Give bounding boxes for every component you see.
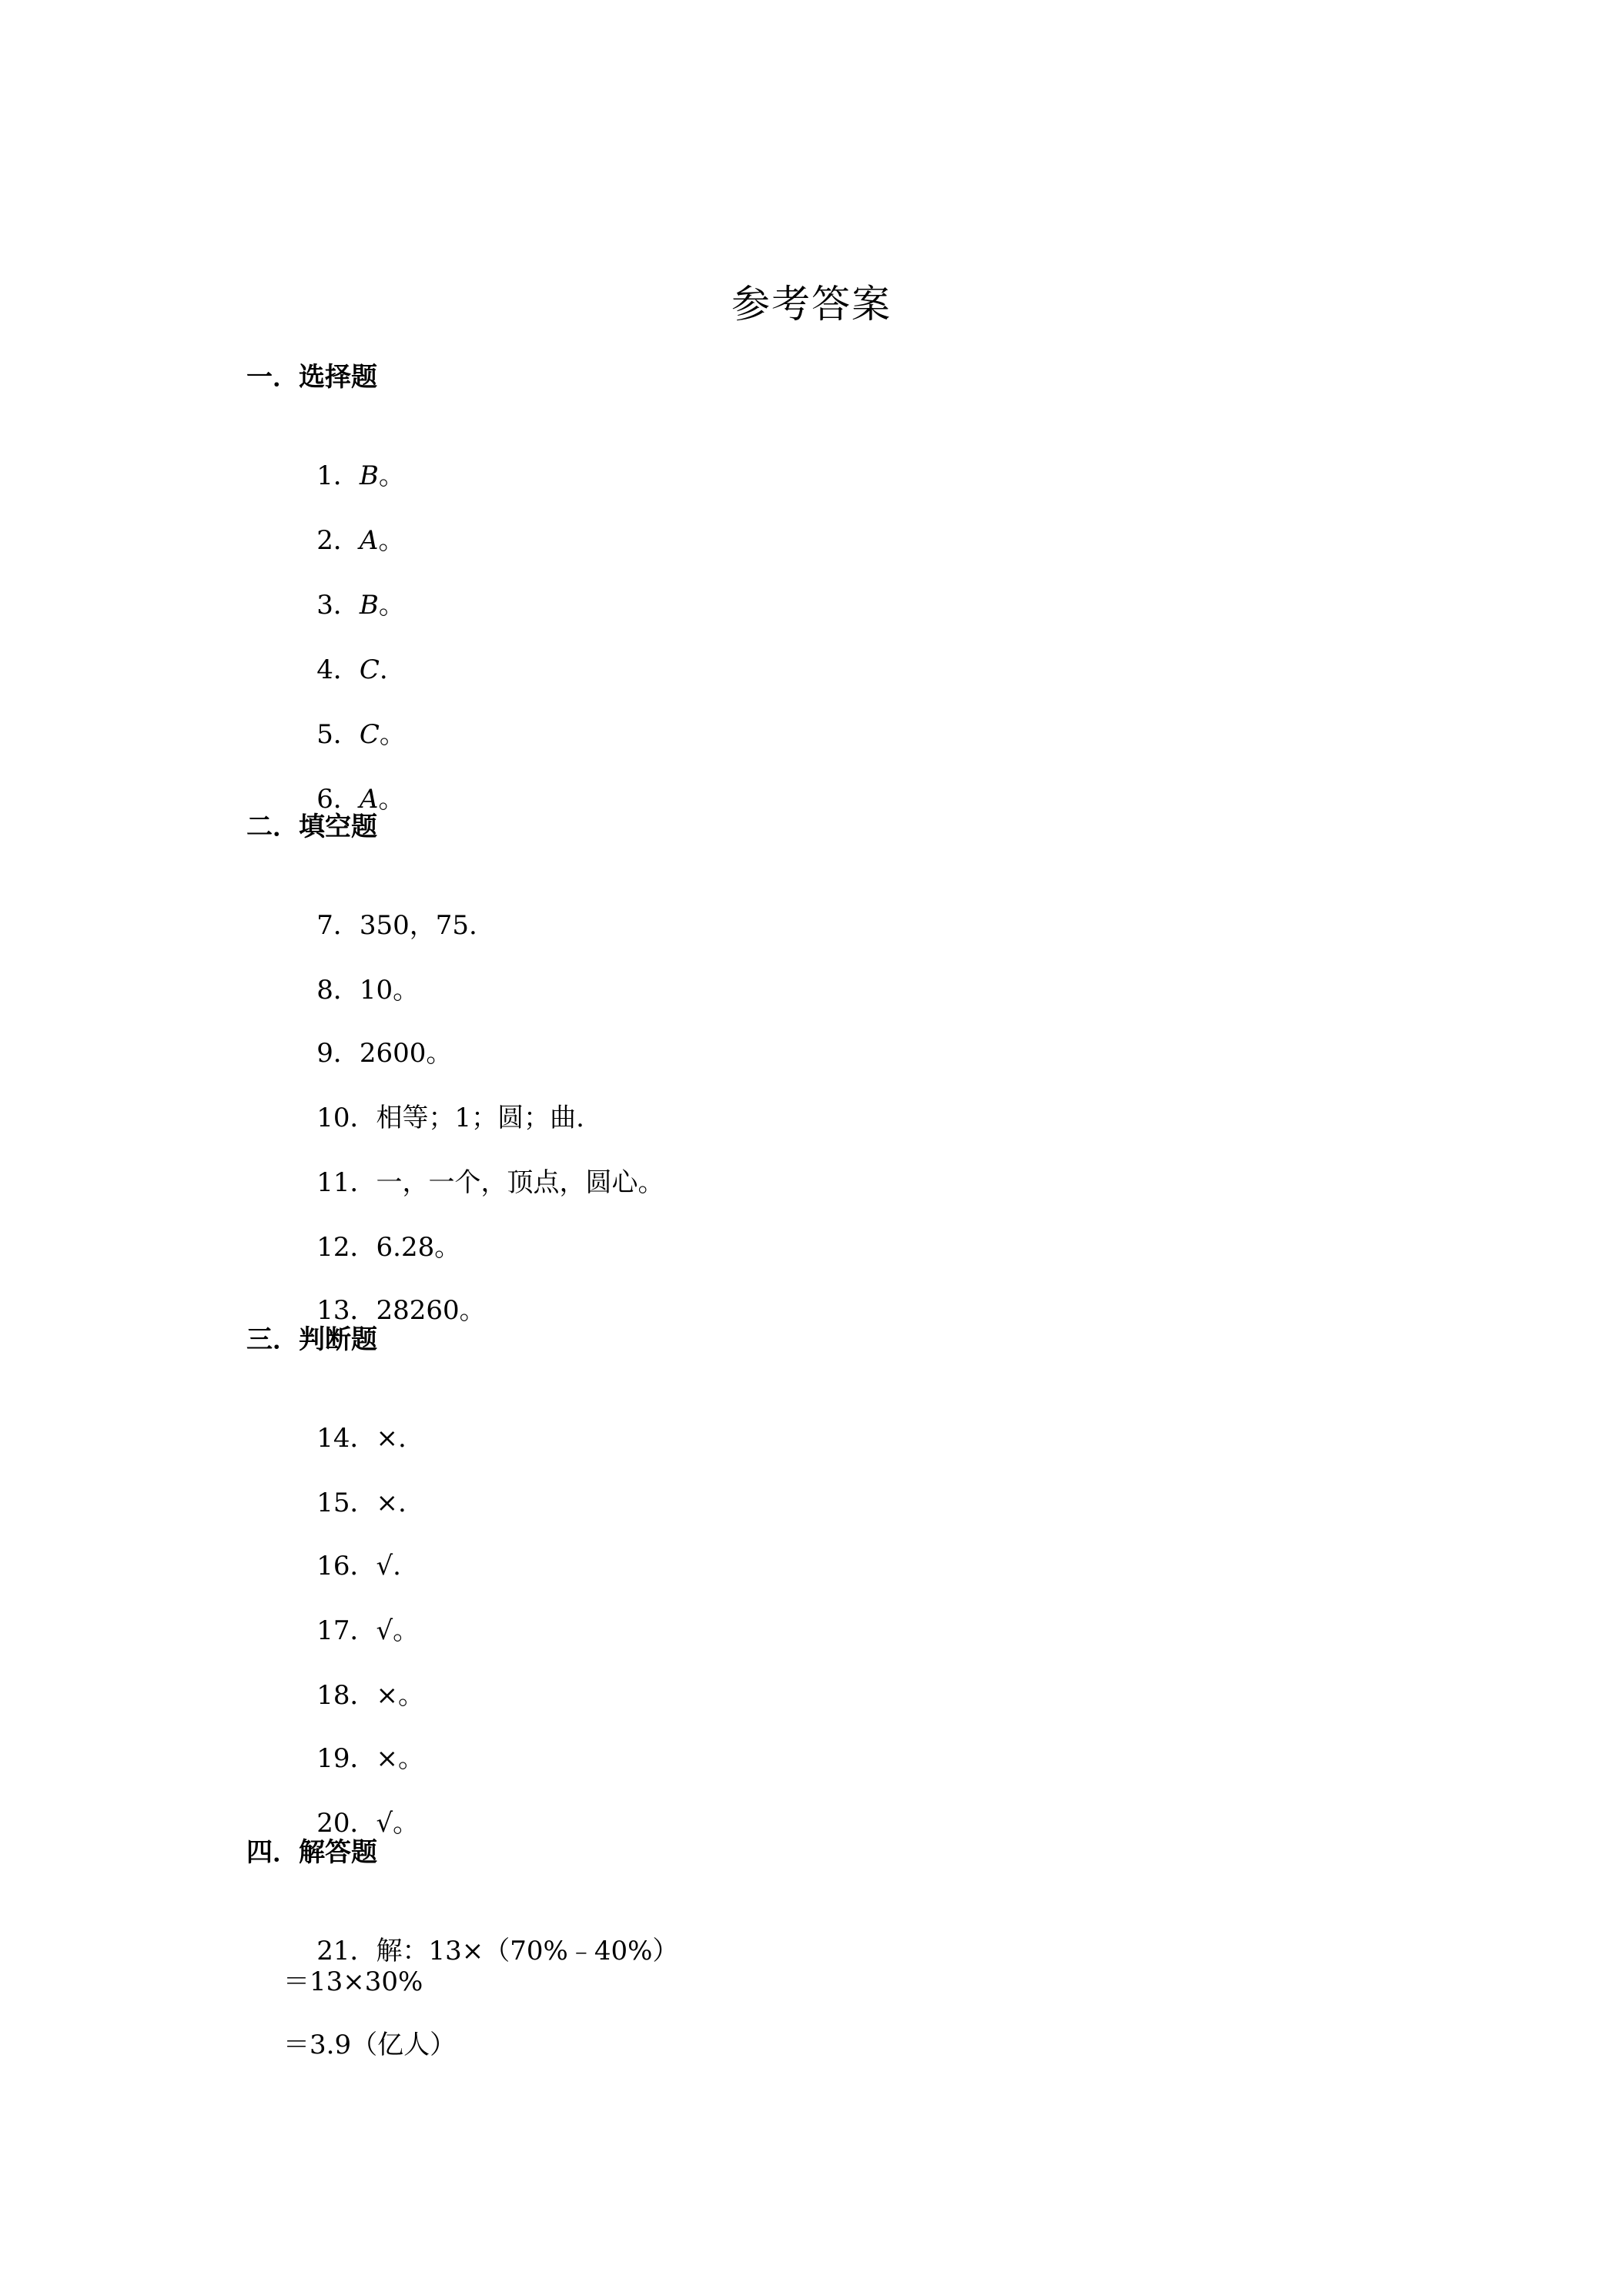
answer-text: ×。 [376,1743,424,1774]
answer-text: 28260。 [376,1295,486,1326]
answer-number: 11． [316,1167,376,1198]
answer-text: 2600。 [359,1038,453,1069]
answer-number: 2． [316,525,360,556]
section-heading-fill: 二．填空题 [246,812,377,842]
page-title: 参考答案 [731,282,892,326]
answer-punct: . [379,654,388,685]
answer-text: 350，75. [359,910,477,941]
answer-text: 解：13×（70%﹣40%） [376,1936,679,1966]
answer-choice: A [359,525,379,556]
answer-number: 19． [316,1743,376,1774]
answer-number: 15． [316,1488,376,1518]
section-heading-solve: 四．解答题 [246,1837,377,1868]
answer-punct: 。 [378,460,405,491]
answer-number: 9． [316,1038,360,1069]
answer-number: 20． [316,1808,376,1839]
answer-text: ×. [376,1423,407,1454]
answer-number: 17． [316,1615,376,1646]
answer-punct: 。 [379,719,406,750]
answer-text: √. [376,1551,401,1581]
answer-punct: 。 [378,784,405,815]
answer-text: ×。 [376,1680,424,1711]
answer-choice: A [359,784,379,815]
answer-choice: C [359,654,380,685]
answer-number: 13． [316,1295,376,1326]
answer-number: 16． [316,1551,376,1581]
answer-number: 10． [316,1103,376,1133]
answer-number: 1． [316,460,360,491]
answer-number: 18． [316,1680,376,1711]
answer-text: 一，一个，顶点，圆心。 [376,1167,664,1198]
answer-text: √。 [376,1615,420,1646]
answer-number: 6． [316,784,360,815]
answer-text: 相等；1；圆；曲. [376,1103,584,1133]
answer-choice: B [359,460,379,491]
section-heading-judge: 三．判断题 [246,1324,377,1355]
answer-number: 7． [316,910,360,941]
solution-step: ＝3.9（亿人） [283,2030,457,2060]
answer-number: 14． [316,1423,376,1454]
answer-choice: B [359,590,379,621]
answer-punct: 。 [378,525,405,556]
answer-number: 5． [316,719,360,750]
solution-step: ＝13×30% [283,1966,423,1997]
answer-number: 4． [316,654,360,685]
answer-number: 21． [316,1936,376,1966]
answer-number: 12． [316,1232,376,1263]
answer-number: 3． [316,590,360,621]
answer-number: 8． [316,975,360,1006]
answer-text: 6.28。 [376,1232,461,1263]
answer-choice: C [359,719,380,750]
section-heading-choice: 一．选择题 [246,362,377,393]
answer-text: 10。 [359,975,420,1006]
answer-punct: 。 [378,590,405,621]
answer-text: √。 [376,1808,420,1839]
answer-text: ×. [376,1488,407,1518]
